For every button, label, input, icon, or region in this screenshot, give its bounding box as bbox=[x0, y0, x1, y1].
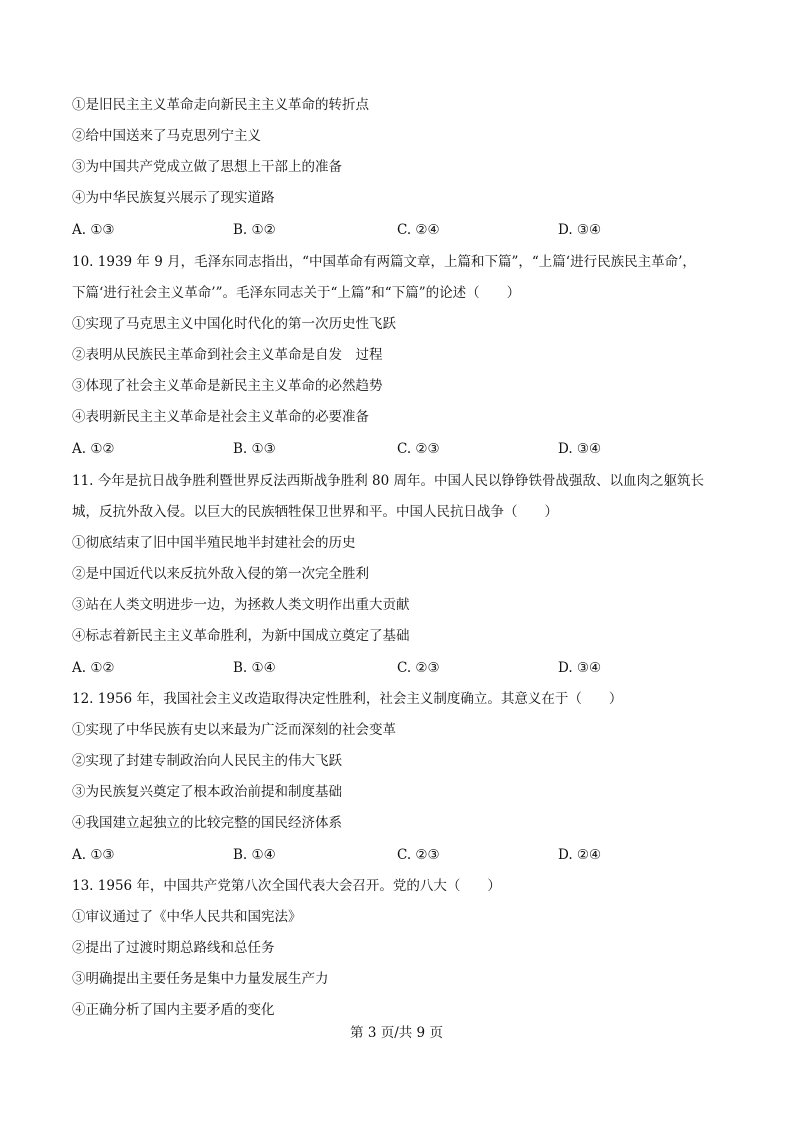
q12-item-4: ④我国建立起独立的比较完整的国民经济体系 bbox=[72, 815, 342, 831]
q10-item-4: ④表明新民主主义革命是社会主义革命的必要准备 bbox=[72, 409, 369, 425]
q13-item-1: ①审议通过了《中华人民共和国宪法》 bbox=[72, 909, 302, 925]
q9-option-a: A. ①③ bbox=[72, 222, 115, 238]
q12-item-3: ③为民族复兴奠定了根本政治前提和制度基础 bbox=[72, 784, 342, 800]
q9-item-1: ①是旧民主主义革命走向新民主主义革命的转折点 bbox=[72, 97, 369, 113]
q11-item-2: ②是中国近代以来反抗外敌入侵的第一次完全胜利 bbox=[72, 566, 369, 582]
q12-option-b: B. ①④ bbox=[233, 847, 276, 863]
q10-options bbox=[72, 440, 632, 458]
q9-option-c: C. ②④ bbox=[397, 222, 440, 238]
q12-item-1: ①实现了中华民族有史以来最为广泛而深刻的社会变革 bbox=[72, 722, 396, 738]
q9-option-d: D. ③④ bbox=[558, 222, 602, 238]
q11-stem-line-1: 11. 今年是抗日战争胜利暨世界反法西斯战争胜利 80 周年。中国人民以铮铮铁骨战强敌、以血肉之躯筑长 bbox=[72, 473, 705, 489]
q10-item-1: ①实现了马克思主义中国化时代化的第一次历史性飞跃 bbox=[72, 316, 396, 332]
q9-option-b: B. ①② bbox=[233, 222, 276, 238]
q13-item-4: ④正确分析了国内主要矛盾的变化 bbox=[72, 1002, 275, 1018]
q10-option-b: B. ①③ bbox=[233, 441, 276, 457]
q12-option-a: A. ①③ bbox=[72, 847, 115, 863]
q12-options bbox=[72, 846, 632, 864]
q11-options bbox=[72, 659, 632, 677]
q11-option-a: A. ①② bbox=[72, 660, 115, 676]
page-footer: 第 3 页/共 9 页 bbox=[350, 1025, 443, 1041]
q13-stem-line-1: 13. 1956 年，中国共产党第八次全国代表大会召开。党的八大（ ） bbox=[72, 878, 501, 894]
q9-item-3: ③为中国共产党成立做了思想上干部上的准备 bbox=[72, 159, 342, 175]
q10-stem-line-1: 10. 1939 年 9 月，毛泽东同志指出，“中国革命有两篇文章，上篇和下篇”，“上篇‘进行民族民主革命’， bbox=[72, 254, 696, 270]
q10-option-c: C. ②③ bbox=[397, 441, 440, 457]
q10-item-3: ③体现了社会主义革命是新民主主义革命的必然趋势 bbox=[72, 378, 383, 394]
q13-item-3: ③明确提出主要任务是集中力量发展生产力 bbox=[72, 971, 329, 987]
q10-option-a: A. ①② bbox=[72, 441, 115, 457]
q10-stem-line-2: 下篇‘进行社会主义革命’”。毛泽东同志关于“上篇”和“下篇”的论述（ ） bbox=[72, 285, 521, 301]
q12-item-2: ②实现了封建专制政治向人民民主的伟大飞跃 bbox=[72, 753, 342, 769]
q12-option-d: D. ②④ bbox=[558, 847, 602, 863]
q11-item-3: ③站在人类文明进步一边，为拯救人类文明作出重大贡献 bbox=[72, 597, 410, 613]
q9-item-4: ④为中华民族复兴展示了现实道路 bbox=[72, 190, 275, 206]
q11-item-4: ④标志着新民主主义革命胜利，为新中国成立奠定了基础 bbox=[72, 628, 410, 644]
q13-item-2: ②提出了过渡时期总路线和总任务 bbox=[72, 940, 275, 956]
q11-option-c: C. ②③ bbox=[397, 660, 440, 676]
q10-option-d: D. ③④ bbox=[558, 441, 602, 457]
q11-option-b: B. ①④ bbox=[233, 660, 276, 676]
q11-stem-line-2: 城，反抗外敌入侵。以巨大的民族牺牲保卫世界和平。中国人民抗日战争（ ） bbox=[72, 504, 558, 520]
q11-item-1: ①彻底结束了旧中国半殖民地半封建社会的历史 bbox=[72, 535, 356, 551]
q9-item-2: ②给中国送来了马克思列宁主义 bbox=[72, 128, 261, 144]
q10-item-2: ②表明从民族民主革命到社会主义革命是自发 过程 bbox=[72, 347, 383, 363]
q12-option-c: C. ②③ bbox=[397, 847, 440, 863]
q12-stem-line-1: 12. 1956 年，我国社会主义改造取得决定性胜利，社会主义制度确立。其意义在于（ ） bbox=[72, 691, 623, 707]
q9-options bbox=[72, 221, 632, 239]
q11-option-d: D. ③④ bbox=[558, 660, 602, 676]
